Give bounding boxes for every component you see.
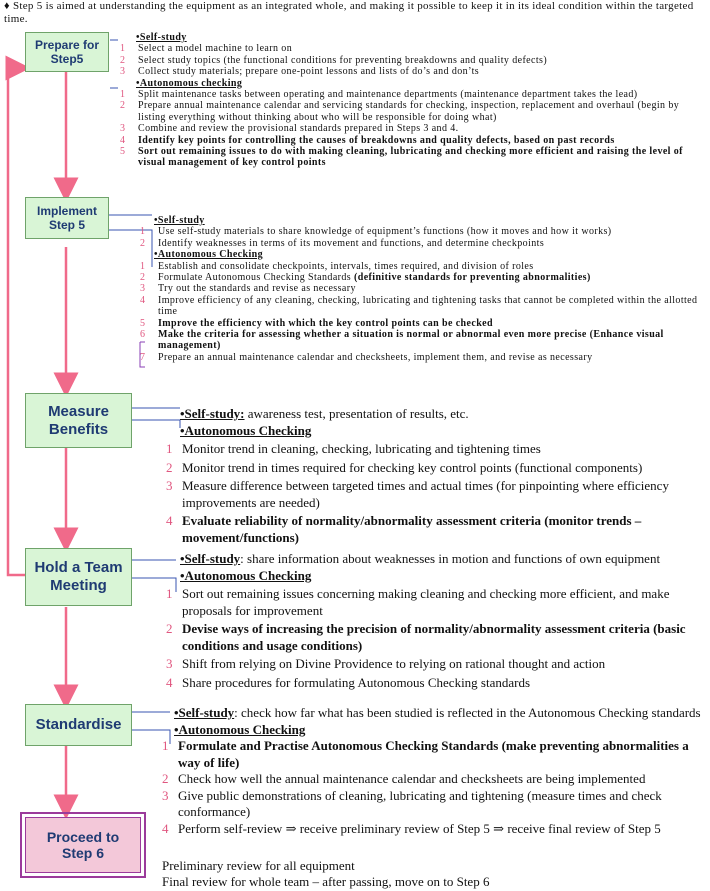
- intro-text: ♦ Step 5 is aimed at understanding the equipment as an integrated whole, and making it possible to keep it in its ideal condition within the targeted time.: [4, 0, 694, 25]
- item-number: 5: [140, 317, 146, 329]
- item-number: 7: [140, 351, 146, 363]
- list-item: [140, 272, 705, 283]
- item-text: Improve efficiency of any cleaning, checking, lubricating and tightening tasks that cannot be completed within the allotted time: [158, 294, 698, 318]
- item-number: 1: [120, 43, 126, 55]
- item-number: 1: [140, 260, 146, 272]
- step-box-proceed: [20, 812, 146, 878]
- self-study-text: awareness test, presentation of results, etc.: [244, 406, 469, 421]
- self-study-heading: •Self-study: [180, 551, 241, 566]
- item-number: 3: [120, 66, 126, 78]
- autonomous-heading: •Autonomous checking: [136, 77, 243, 89]
- step-box-prepare: [25, 32, 109, 72]
- self-study-heading: •Self-study:: [180, 406, 245, 421]
- arrow-loop-back: [8, 68, 25, 575]
- item-number: 4: [162, 820, 169, 836]
- step-box-standardise: [25, 704, 132, 746]
- item-text: Sort out remaining issues to do with making cleaning, lubricating and checking more efficient and raising the level of visual management of key control points: [138, 146, 683, 169]
- step-label: Measure Benefits: [48, 402, 109, 438]
- item-text: Collect study materials; prepare one-point lessons and lists of do’s and don’ts: [138, 66, 480, 78]
- item-text: Formulate Autonomous Checking Standards: [158, 272, 354, 284]
- step-label: Implement Step 5: [37, 204, 98, 232]
- item-number: 4: [166, 513, 173, 528]
- list-item: [120, 146, 705, 169]
- measure-details: [164, 406, 704, 548]
- item-text: Prepare an annual maintenance calendar and checksheets, implement them, and revise as necessary: [158, 351, 593, 363]
- list-item: [160, 738, 705, 771]
- item-text: Make the criteria for assessing whether a situation is normal or abnormal even more precise (Enhance visual management): [158, 329, 664, 352]
- step-label: Hold a Team Meeting: [34, 559, 123, 594]
- item-number: 2: [162, 771, 169, 786]
- list-item: [164, 586, 704, 619]
- self-study-line: [160, 705, 705, 722]
- item-text-bold: (definitive standards for preventing abnormalities): [354, 272, 591, 284]
- list-item: [120, 135, 705, 146]
- item-number: 5: [120, 146, 126, 158]
- self-study-heading: •Self-study: [174, 705, 235, 720]
- footer-line-1: Preliminary review for all equipment: [162, 858, 355, 873]
- step-box-implement: [25, 197, 109, 239]
- list-item: [164, 460, 704, 477]
- item-text: Give public demonstrations of cleaning, lubricating and tightening (measure times and check conformance): [178, 787, 662, 819]
- item-text: Select study topics (the functional conditions for preventing breakdowns and quality defects): [138, 54, 548, 66]
- step-label: Standardise: [35, 716, 122, 733]
- list-item: [164, 478, 704, 511]
- item-text: Measure difference between targeted times and actual times (for pinpointing where efficiency improvements are needed): [182, 478, 669, 510]
- step-label: Prepare for Step5: [34, 38, 100, 66]
- list-item: [160, 821, 705, 838]
- item-number: 2: [140, 272, 146, 284]
- item-text: Combine and review the provisional standards prepared in Steps 3 and 4.: [138, 123, 459, 135]
- item-number: 4: [120, 134, 126, 146]
- item-number: 1: [120, 89, 126, 101]
- item-number: 3: [120, 123, 126, 135]
- item-number: 6: [140, 329, 146, 341]
- item-number: 1: [166, 441, 173, 456]
- item-text: Use self-study materials to share knowledge of equipment’s functions (how it moves and how it works): [158, 226, 612, 238]
- item-number: 2: [166, 459, 173, 475]
- item-number: 3: [162, 787, 169, 803]
- item-number: 4: [140, 294, 146, 306]
- item-number: 2: [120, 100, 126, 112]
- autonomous-heading: •Autonomous Checking: [180, 422, 312, 438]
- list-item: [140, 295, 705, 318]
- autonomous-heading: •Autonomous Checking: [174, 721, 306, 737]
- list-item: [120, 66, 705, 77]
- list-item: [140, 226, 705, 237]
- item-text: Establish and consolidate checkpoints, intervals, times required, and division of roles: [158, 260, 534, 272]
- implement-details: [140, 215, 705, 363]
- list-item: [140, 261, 705, 272]
- self-study-text: : check how far what has been studied is reflected in the Autonomous Checking standards: [234, 705, 701, 720]
- item-text: Formulate and Practise Autonomous Checking Standards (make preventing abnormalities a way of life): [178, 738, 689, 770]
- item-text: Perform self-review ⇒ receive preliminary review of Step 5 ⇒ receive final review of Step 5: [178, 820, 661, 836]
- item-number: 1: [140, 226, 146, 238]
- item-number: 2: [120, 54, 126, 66]
- list-item: [140, 238, 705, 249]
- item-number: 3: [166, 656, 173, 671]
- list-item: [164, 656, 704, 673]
- list-item: [164, 621, 704, 654]
- meeting-details: [164, 551, 704, 693]
- item-text: Sort out remaining issues concerning making cleaning and checking more efficient, and make proposals for improvement: [182, 586, 670, 618]
- list-item: [140, 318, 705, 329]
- autonomous-heading: •Autonomous Checking: [180, 567, 312, 583]
- item-text: Monitor trend in times required for checking key control points (functional components): [182, 459, 643, 475]
- item-text: Share procedures for formulating Autonomous Checking standards: [182, 674, 531, 690]
- footer-line-2: Final review for whole team – after passing, move on to Step 6: [162, 874, 490, 889]
- list-item: [164, 513, 704, 546]
- step-box-measure: [25, 393, 132, 448]
- self-study-text: : share information about weaknesses in motion and functions of own equipment: [240, 551, 661, 566]
- list-item: [120, 43, 705, 54]
- item-text: Identify key points for controlling the causes of breakdowns and quality defects, based on past records: [138, 134, 615, 146]
- item-text: Shift from relying on Divine Providence to relying on rational thought and action: [182, 656, 606, 671]
- step-label: Proceed to Step 6: [46, 829, 120, 861]
- item-text: Check how well the annual maintenance calendar and checksheets are being implemented: [178, 771, 646, 786]
- item-number: 1: [166, 586, 173, 601]
- list-item: [140, 352, 705, 363]
- self-study-heading: •Self-study: [136, 32, 187, 43]
- item-text: Prepare annual maintenance calendar and servicing standards for checking, inspection, replacement and overhaul (begin by listing everything without thinking about who will be responsible for doing what): [138, 100, 680, 123]
- item-number: 3: [140, 283, 146, 295]
- list-item: [120, 55, 705, 66]
- item-number: 1: [162, 738, 169, 753]
- list-item: [120, 100, 705, 123]
- item-text: Monitor trend in cleaning, checking, lubricating and tightening times: [182, 441, 541, 456]
- list-item: [140, 283, 705, 294]
- list-item: [160, 771, 705, 788]
- self-study-line: [164, 406, 704, 423]
- self-study-heading: •Self-study: [154, 215, 205, 226]
- item-text: Split maintenance tasks between operating and maintenance departments (maintenance department takes the lead): [138, 89, 638, 101]
- standardise-details: [160, 705, 705, 837]
- item-number: 4: [166, 674, 173, 690]
- list-item: [164, 675, 704, 692]
- item-text: Evaluate reliability of normality/abnormality assessment criteria (monitor trends – movement/functions): [182, 513, 642, 545]
- prepare-details: [120, 32, 705, 169]
- self-study-line: [164, 551, 704, 568]
- list-item: [140, 329, 705, 352]
- step-box-meeting: [25, 548, 132, 606]
- item-text: Identify weaknesses in terms of its movement and functions, and determine checkpoints: [158, 237, 545, 249]
- list-item: [160, 788, 705, 821]
- list-item: [120, 123, 705, 134]
- item-number: 2: [140, 237, 146, 249]
- list-item: [164, 441, 704, 458]
- item-number: 3: [166, 478, 173, 493]
- item-text: Devise ways of increasing the precision of normality/abnormality assessment criteria (basic conditions and usage conditions): [182, 621, 686, 653]
- item-text: Select a model machine to learn on: [138, 43, 293, 55]
- item-text: Improve the efficiency with which the key control points can be checked: [158, 317, 493, 329]
- item-number: 2: [166, 621, 173, 636]
- autonomous-heading: •Autonomous Checking: [154, 249, 264, 261]
- item-text: Try out the standards and revise as necessary: [158, 283, 356, 295]
- list-item: [120, 89, 705, 100]
